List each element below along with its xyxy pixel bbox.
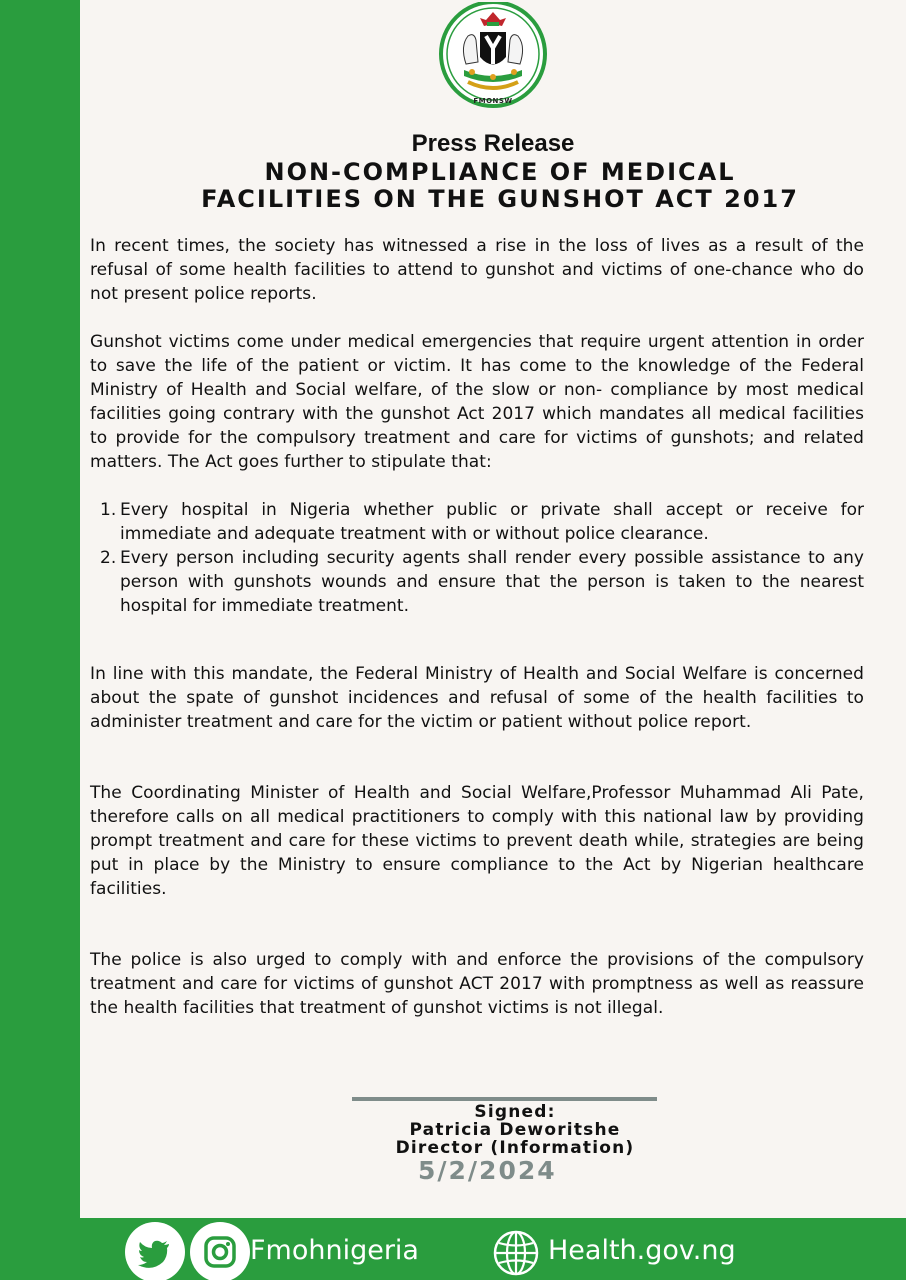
- paragraph-intro: In recent times, the society has witnessed a rise in the loss of lives as a result of the refusal of some health facilities to attend to gunshot and victims of one-chance who do not present police reports.: [90, 236, 864, 305]
- title-line-1: NON-COMPLIANCE OF MEDICAL: [264, 158, 736, 186]
- paragraph-minister: The Coordinating Minister of Health and Social Welfare,Professor Muhammad Ali Pate, therefore calls on all medical practitioners to comply with this national law by providing prompt treatment and care for these victims to prevent death while, strategies are being put in place by the Ministry to ensure compliance to the Act by Nigerian healthcare facilities.: [90, 783, 864, 900]
- list-item: [100, 546, 864, 618]
- signatory-role: Director (Information): [395, 1138, 635, 1158]
- stipulations-list: [100, 498, 864, 618]
- social-handle[interactable]: Fmohnigeria: [250, 1235, 419, 1266]
- list-number: 1.: [100, 500, 117, 520]
- crest-label: FMONSW: [473, 97, 513, 105]
- paragraph-mandate: In line with this mandate, the Federal Ministry of Health and Social Welfare is concerned about the spate of gunshot incidences and refusal of some of the health facilities to administer treatment and care for the victim or patient without police report.: [90, 664, 864, 733]
- signature-divider: [352, 1097, 657, 1101]
- twitter-icon[interactable]: [125, 1222, 185, 1280]
- list-item: [100, 498, 864, 546]
- list-text: Every hospital in Nigeria whether public or private shall accept or receive for immediate and adequate treatment with or without police clearance.: [120, 500, 864, 545]
- list-number: 2.: [100, 548, 117, 569]
- paragraph-police: The police is also urged to comply with and enforce the provisions of the compulsory treatment and care for victims of gunshot ACT 2017 with promptness as well as reassure the health facilities that treatment of gunshot victims is not illegal.: [90, 950, 864, 1019]
- signed-label: Signed:: [474, 1102, 556, 1122]
- globe-icon: [491, 1228, 541, 1278]
- release-date: 5/2/2024: [418, 1156, 557, 1185]
- coat-of-arms-logo: [438, 2, 548, 108]
- paragraph-act: Gunshot victims come under medical emergencies that require urgent attention in order to save the life of the patient or victim. It has come to the knowledge of the Federal Ministry of Health and Social welfare, of the slow or non- compliance by most medical facilities going contrary with the gunshot Act 2017 which mandates all medical facilities to provide for the compulsory treatment and care for victims of gunshots; and related matters. The Act goes further to stipulate that:: [90, 332, 864, 473]
- title-line-2: FACILITIES ON THE GUNSHOT ACT 2017: [201, 185, 799, 213]
- signatory-name: Patricia Deworitshe: [409, 1120, 621, 1140]
- list-text: Every person including security agents shall render every possible assistance to any person with gunshots wounds and ensure that the person is taken to the nearest hospital for immediate treatment.: [120, 548, 864, 617]
- instagram-icon[interactable]: [190, 1222, 250, 1280]
- doc-type-heading: Press Release: [411, 130, 575, 157]
- website-link[interactable]: Health.gov.ng: [548, 1235, 736, 1266]
